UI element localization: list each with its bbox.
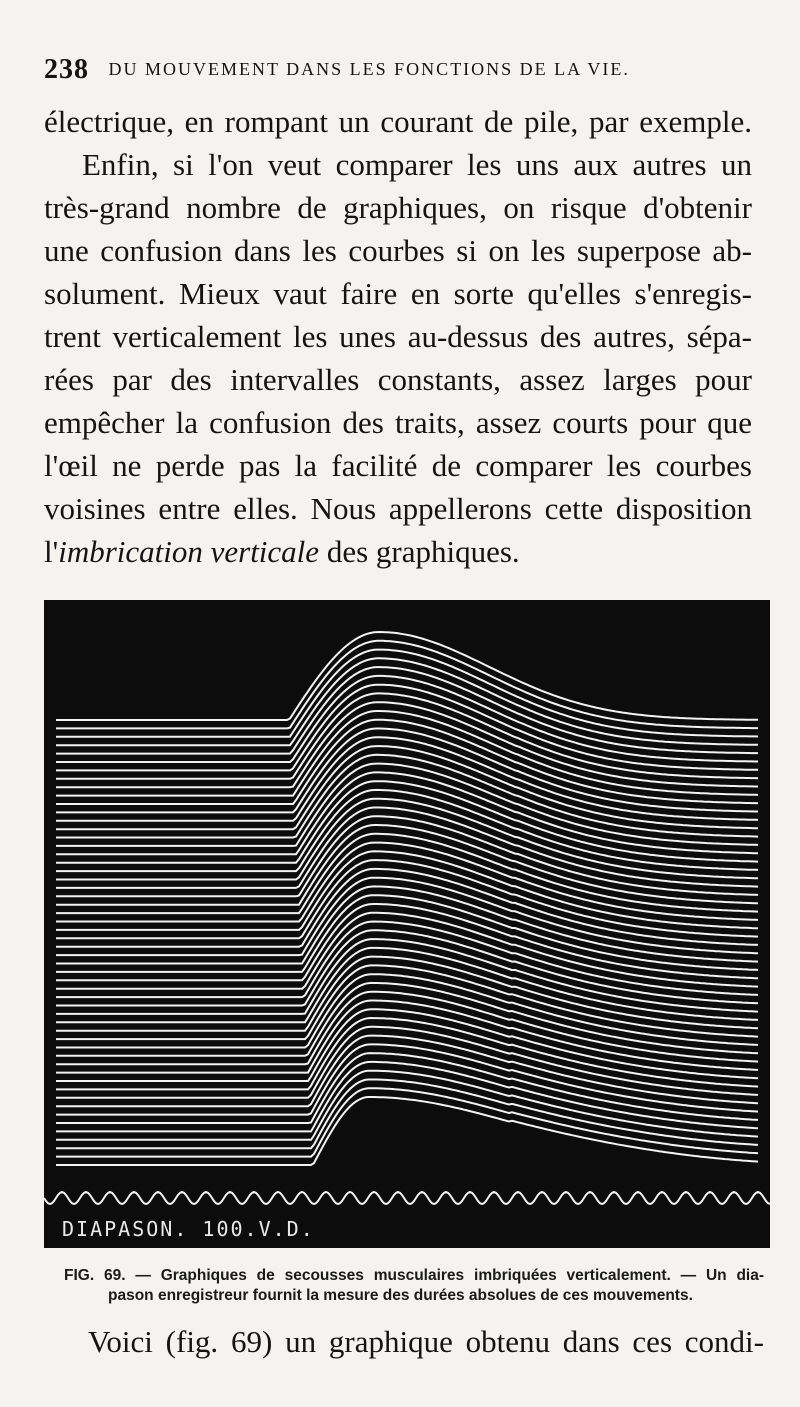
figure-caption [64, 1266, 764, 1306]
text-line: l'œil ne perde pas la facilité de comparer les courbes [44, 448, 752, 483]
caption-text-1: — Graphiques de secousses musculaires imbriquées verticalement. — Un dia- [135, 1267, 765, 1284]
closing-line: Voici (fig. 69) un graphique obtenu dans ces condi- [88, 1324, 764, 1359]
text-line: solument. Mieux vaut faire en sorte qu'elles s'enregis- [44, 276, 752, 311]
text-line: Enfin, si l'on veut comparer les uns aux autres un [82, 147, 752, 182]
page-number: 238 [44, 54, 89, 85]
italic-term: imbrication verticale [58, 534, 320, 569]
figure-number: FIG. 69. [64, 1267, 126, 1284]
diapason-label: DIAPASON. 100.V.D. [62, 1217, 315, 1241]
figure-69 [44, 600, 770, 1248]
page-header [44, 54, 750, 98]
text-line: trent verticalement les unes au-dessus des autres, sépa- [44, 319, 752, 354]
imbricated-graphs [44, 600, 770, 1248]
running-title: DU MOUVEMENT DANS LES FONCTIONS DE LA VIE. [108, 59, 630, 79]
text-suffix: des graphiques. [319, 534, 520, 569]
text-line: voisines entre elles. Nous appellerons cette disposition [44, 491, 752, 526]
diapason-wave [44, 1192, 770, 1204]
text-line: empêcher la confusion des traits, assez courts pour que [44, 405, 752, 440]
text-line: très-grand nombre de graphiques, on risque d'obtenir [44, 190, 752, 225]
text-prefix: l' [44, 534, 59, 569]
body-text [44, 100, 752, 573]
text-line-last [44, 530, 752, 573]
text-line: électrique, en rompant un courant de pile, par exemple. [44, 104, 752, 139]
caption-line-1 [64, 1266, 764, 1286]
twitch-curve [56, 632, 758, 720]
caption-line-2: pason enregistreur fournit la mesure des durées absolues de ces mouvements. [108, 1287, 693, 1304]
text-line: une confusion dans les courbes si on les superpose ab- [44, 233, 752, 268]
text-line: rées par des intervalles constants, assez larges pour [44, 362, 752, 397]
muscle-twitch-traces [56, 632, 758, 1165]
